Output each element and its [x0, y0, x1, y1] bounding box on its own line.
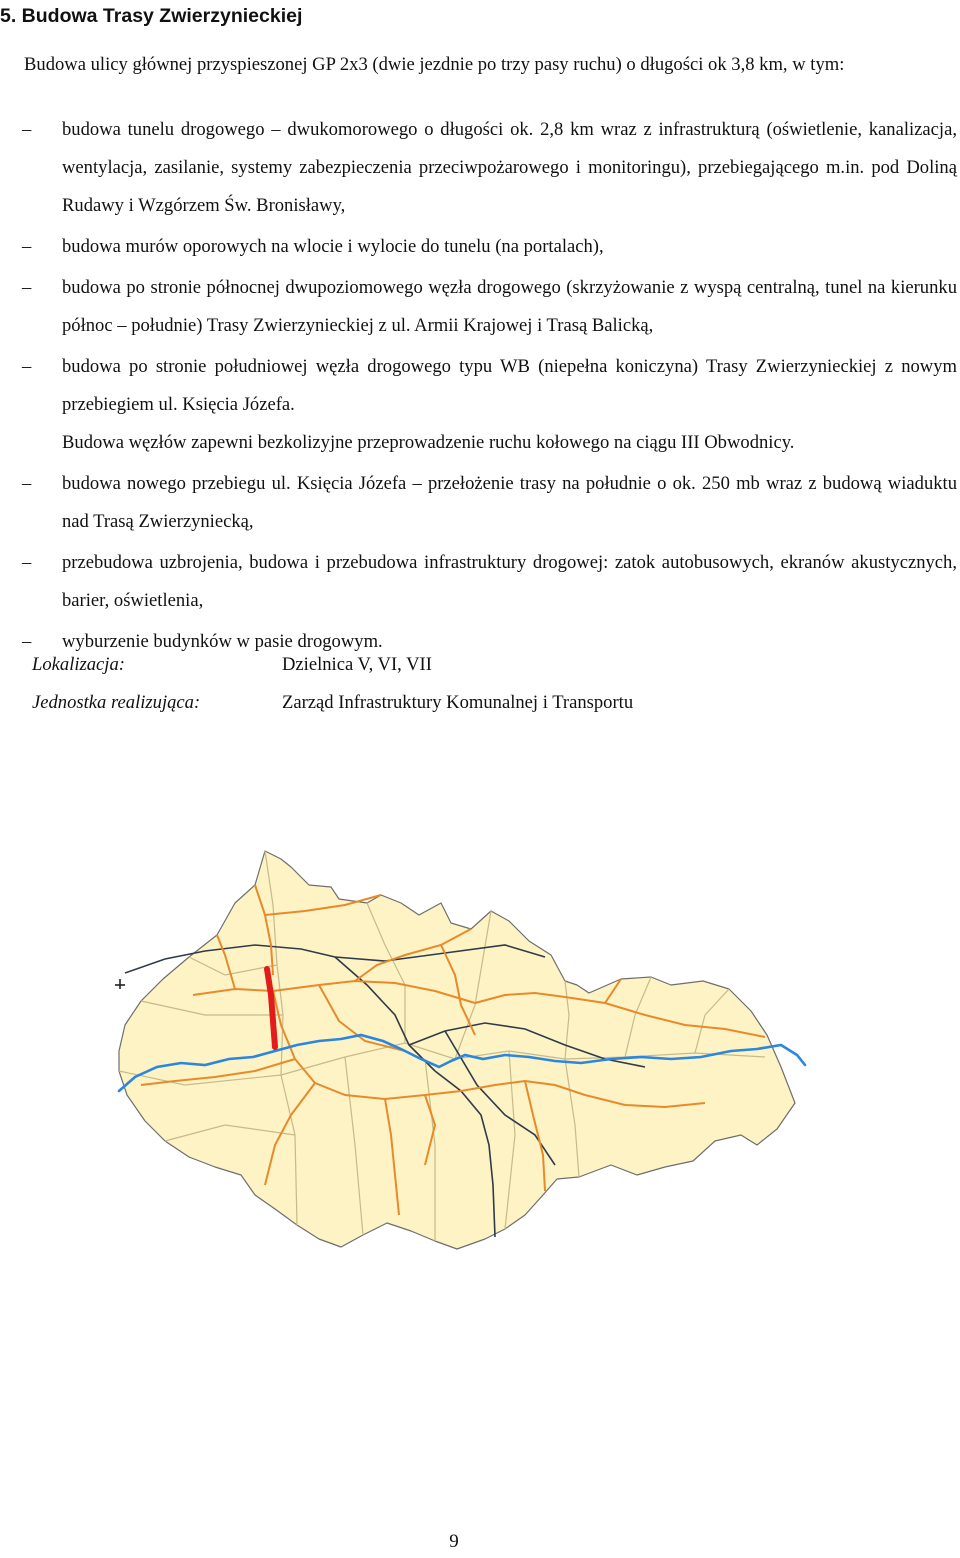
location-row	[32, 652, 432, 678]
list-item-text: budowa po stronie północnej dwupoziomowego węzła drogowego (skrzyżowanie z wyspą centralną, tunel na kierunku północ – południe) Trasy Zwierzynieckiej z ul. Armii Krajowej i Trasą Balicką,	[62, 277, 957, 336]
list-item	[0, 269, 957, 345]
list-item-text: budowa nowego przebiegu ul. Księcia Józefa – przełożenie trasy na południe o ok. 250 mb wraz z budową wiaduktu nad Trasą Zwierzyniecką,	[62, 473, 957, 532]
dash-bullet: –	[22, 119, 32, 140]
list-item-text: wyburzenie budynków w pasie drogowym.	[62, 631, 383, 652]
location-value: Dzielnica V, VI, VII	[282, 654, 432, 675]
unit-label: Jednostka realizująca:	[32, 692, 201, 713]
list-item	[0, 348, 957, 462]
list-item-text: budowa murów oporowych na wlocie i wylocie do tunelu (na portalach),	[62, 236, 604, 257]
list-item-note: Budowa węzłów zapewni bezkolizyjne przeprowadzenie ruchu kołowego na ciągu III Obwodnicy.	[62, 432, 795, 453]
dash-bullet: –	[22, 473, 32, 494]
list-item-text: budowa tunelu drogowego – dwukomorowego o długości ok. 2,8 km wraz z infrastrukturą (oświetlenie, kanalizacja, wentylacja, zasilanie, systemy zabezpieczenia przeciwpożarowego i monitoringu), przebiegającego m.in. pod Doliną Rudawy i Wzgórzem Św. Bronisławy,	[62, 119, 957, 216]
list-item-text: przebudowa uzbrojenia, budowa i przebudowa infrastruktury drogowej: zatok autobusowych, ekranów akustycznych, barier, oświetlenia,	[62, 552, 957, 611]
dash-bullet: –	[22, 631, 32, 652]
unit-value: Zarząd Infrastruktury Komunalnej i Transportu	[282, 692, 634, 713]
location-label: Lokalizacja:	[32, 654, 125, 675]
cross-marker-icon	[115, 979, 125, 989]
unit-row	[32, 690, 633, 716]
scope-list	[0, 111, 957, 664]
page-number: 9	[449, 1531, 459, 1552]
intro-paragraph: Budowa ulicy głównej przyspieszonej GP 2x3 (dwie jezdnie po trzy pasy ruchu) o długości ok 3,8 km, w tym:	[24, 54, 845, 75]
list-item	[0, 111, 957, 225]
dash-bullet: –	[22, 277, 32, 298]
section-heading: 5. Budowa Trasy Zwierzynieckiej	[0, 5, 303, 27]
dash-bullet: –	[22, 236, 32, 257]
list-item-text: budowa po stronie południowej węzła drogowego typu WB (niepełna koniczyna) Trasy Zwierzynieckiej z nowym przebiegiem ul. Księcia Józefa.	[62, 356, 957, 415]
list-item	[0, 228, 957, 266]
list-item	[0, 465, 957, 541]
city-map	[105, 845, 825, 1255]
list-item	[0, 544, 957, 620]
dash-bullet: –	[22, 552, 32, 573]
dash-bullet: –	[22, 356, 32, 377]
